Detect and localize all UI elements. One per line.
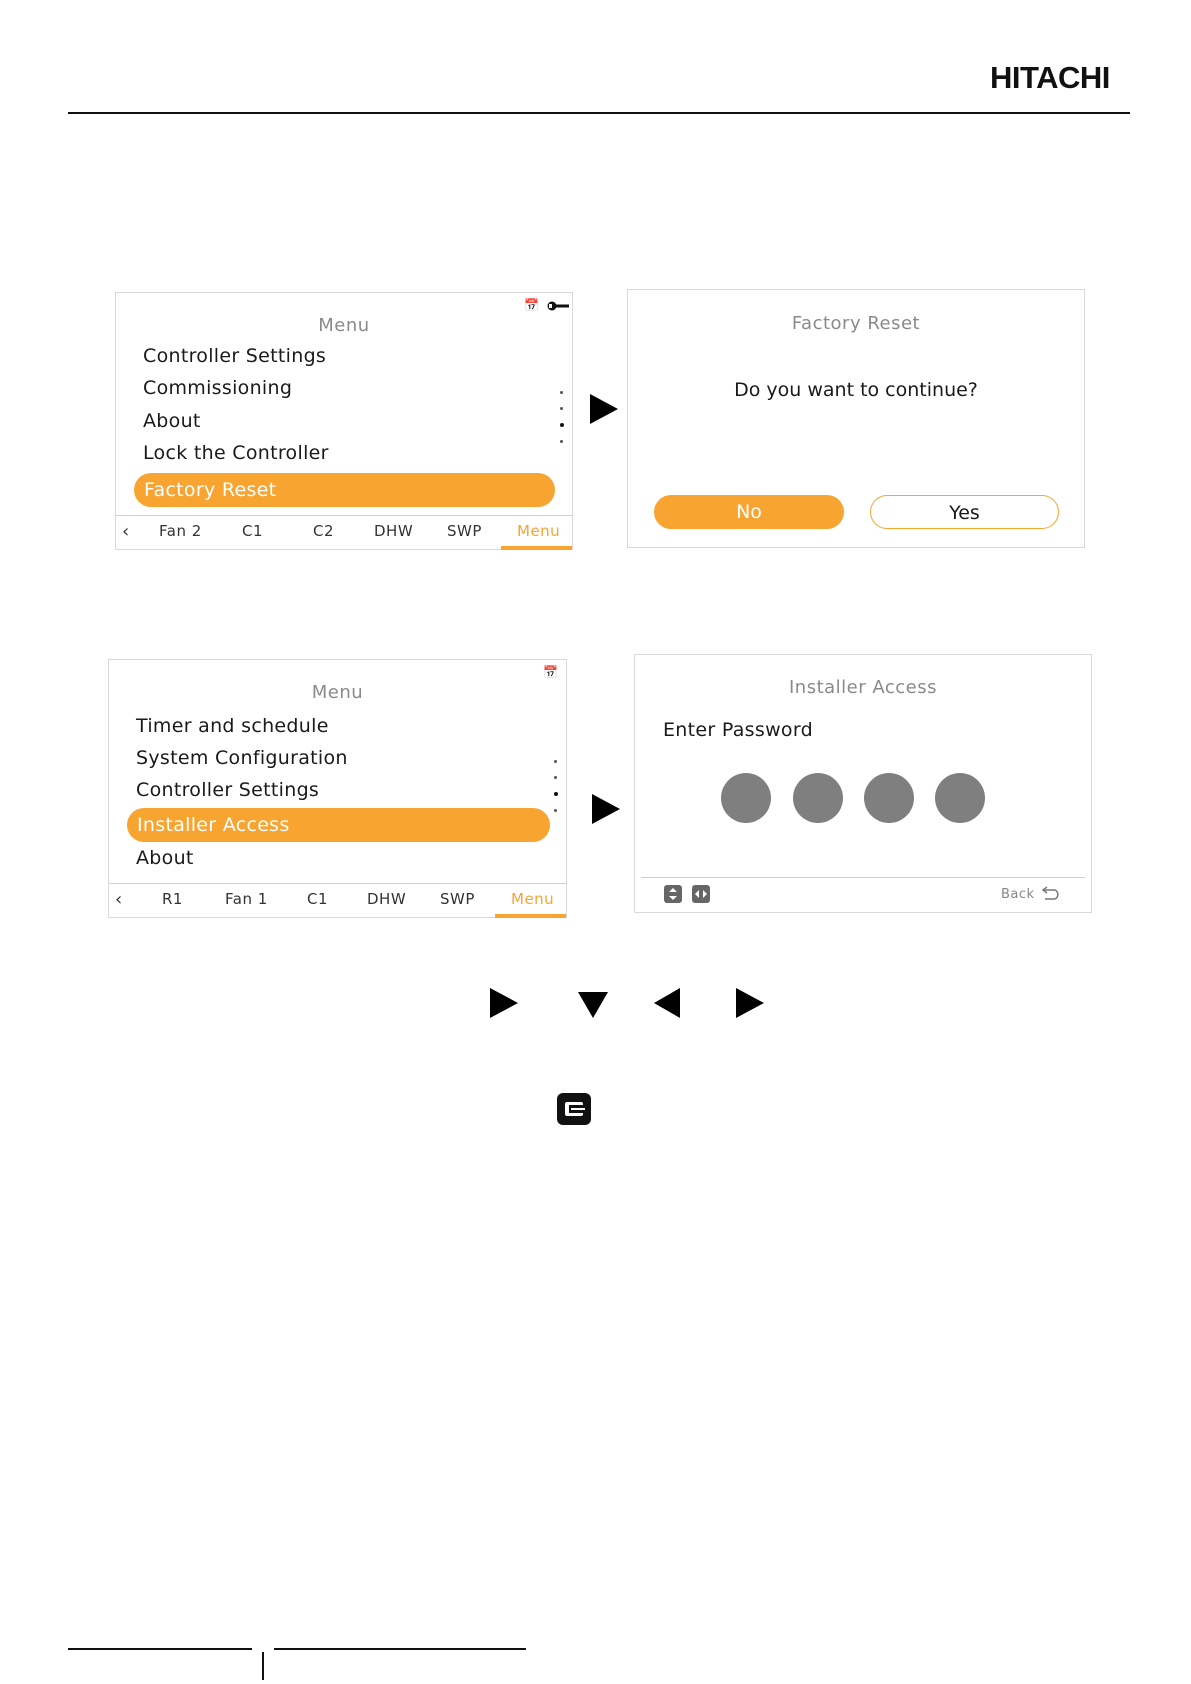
menu-item-about[interactable]: About (136, 847, 194, 869)
tab-swp[interactable]: SWP (440, 890, 475, 908)
footer-divider (262, 1652, 264, 1680)
tab-dhw[interactable]: DHW (374, 522, 414, 540)
tab-dhw[interactable]: DHW (367, 890, 407, 908)
back-label[interactable]: Back (1001, 887, 1035, 902)
calendar-icon: 📅 (543, 665, 558, 679)
footer-rule (641, 877, 1085, 878)
chevron-left-icon[interactable]: ‹ (115, 889, 123, 910)
yes-button[interactable]: Yes (870, 495, 1059, 529)
password-digit-3[interactable] (864, 773, 914, 823)
connector-icon (557, 1093, 591, 1125)
footer-rule-left (68, 1648, 252, 1650)
installer-access-screen (634, 654, 1092, 913)
tab-bar (109, 883, 566, 918)
menu-item-controller-settings[interactable]: Controller Settings (143, 345, 327, 367)
active-tab-indicator (501, 546, 572, 550)
header-rule (68, 112, 1130, 114)
left-right-icon (692, 885, 710, 903)
tab-r1[interactable]: R1 (162, 890, 183, 908)
tab-bar (116, 515, 572, 550)
password-digit-1[interactable] (721, 773, 771, 823)
no-button[interactable]: No (654, 495, 844, 529)
tab-swp[interactable]: SWP (447, 522, 482, 540)
footer-rule-right (274, 1648, 526, 1650)
scroll-indicator (554, 760, 558, 825)
tab-fan1[interactable]: Fan 1 (225, 890, 268, 908)
up-down-icon (664, 885, 682, 903)
password-digit-2[interactable] (793, 773, 843, 823)
arrow-left-icon (654, 988, 680, 1018)
tab-c1[interactable]: C1 (307, 890, 329, 908)
arrow-right-icon (590, 394, 618, 424)
tab-c1[interactable]: C1 (242, 522, 264, 540)
scroll-indicator (560, 391, 564, 456)
screen-title: Menu (318, 315, 370, 336)
active-tab-indicator (495, 914, 566, 918)
screen-title: Installer Access (788, 677, 937, 698)
arrow-right-icon (592, 794, 620, 824)
wrench-icon (547, 299, 569, 313)
tab-menu[interactable]: Menu (517, 522, 561, 540)
menu-item-controller-settings[interactable]: Controller Settings (136, 779, 320, 801)
menu-item-commissioning[interactable]: Commissioning (143, 377, 293, 399)
arrow-right-icon (736, 988, 764, 1018)
menu-item-installer-access[interactable]: Installer Access (127, 808, 550, 842)
menu-item-lock-controller[interactable]: Lock the Controller (143, 442, 329, 464)
menu-item-factory-reset[interactable]: Factory Reset (134, 473, 555, 507)
calendar-icon: 📅 (524, 298, 539, 312)
arrow-right-icon (490, 988, 518, 1018)
tab-fan2[interactable]: Fan 2 (159, 522, 202, 540)
menu-screen-2 (108, 659, 567, 918)
arrow-down-icon (578, 992, 608, 1018)
hitachi-logo: HITACHI (990, 60, 1110, 95)
password-digit-4[interactable] (935, 773, 985, 823)
menu-item-about[interactable]: About (143, 410, 201, 432)
menu-item-timer-schedule[interactable]: Timer and schedule (136, 715, 329, 737)
menu-item-system-configuration[interactable]: System Configuration (136, 747, 348, 769)
factory-reset-dialog (627, 289, 1085, 548)
dialog-title: Factory Reset (791, 313, 921, 334)
screen-title: Menu (311, 682, 364, 703)
tab-menu[interactable]: Menu (511, 890, 555, 908)
menu-screen-1 (115, 292, 573, 550)
chevron-left-icon[interactable]: ‹ (122, 521, 130, 542)
dialog-question: Do you want to continue? (734, 379, 978, 401)
password-prompt: Enter Password (663, 719, 813, 741)
tab-c2[interactable]: C2 (313, 522, 335, 540)
back-icon[interactable] (1041, 885, 1061, 901)
